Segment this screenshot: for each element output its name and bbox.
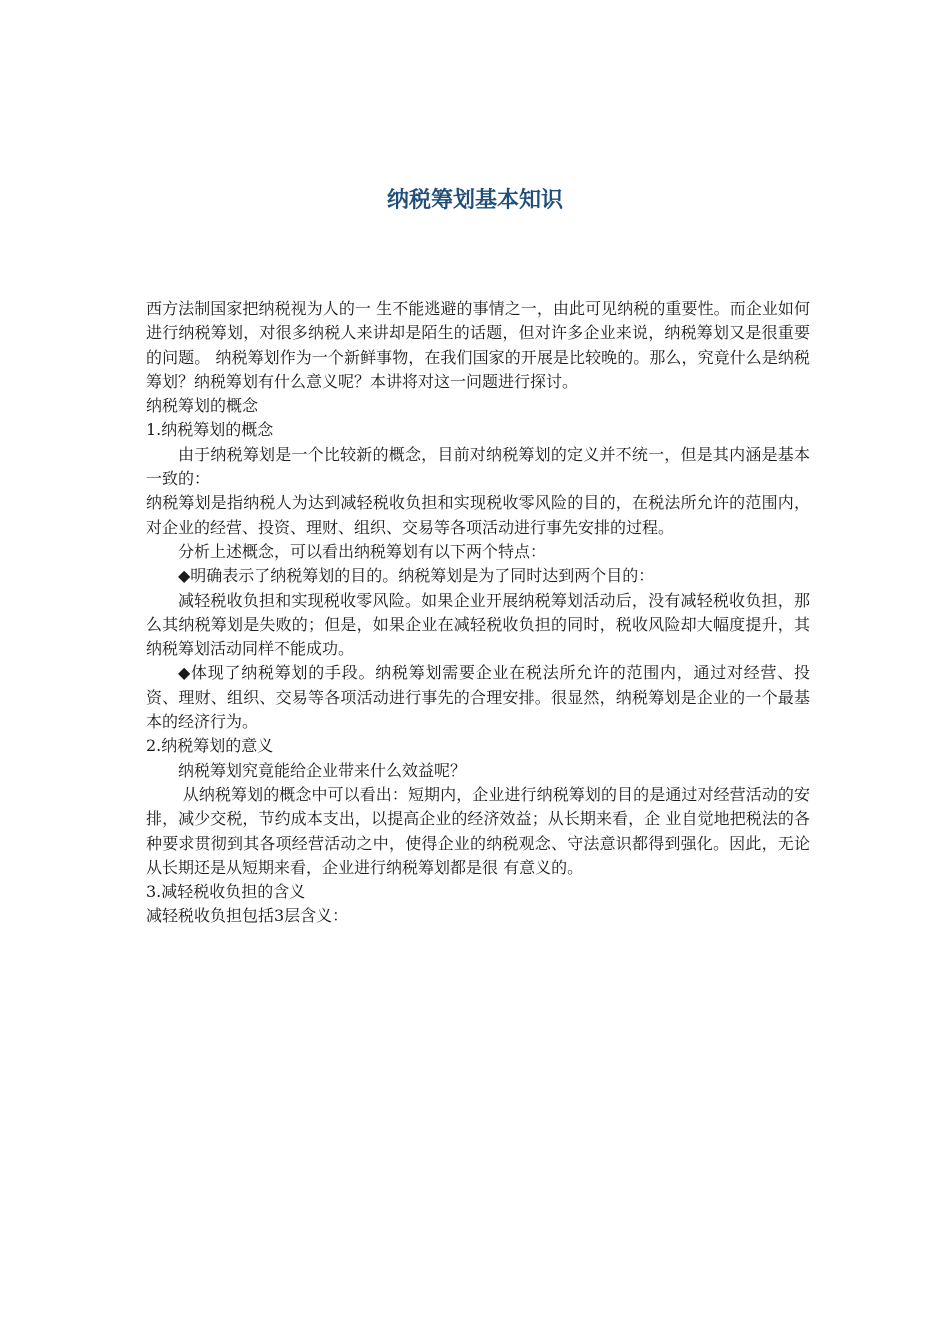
subsection-heading-1: 1.纳税筹划的概念 <box>146 420 274 440</box>
document-title: 纳税筹划基本知识 <box>386 188 563 213</box>
paragraph: 减轻税收负担和实现税收零风险。如果企业开展纳税筹划活动后，没有减轻税收负担，那么其纳税筹划是失败的；但是，如果企业在减轻税收负担的同时，税收风险却大幅度提升，其纳税筹划活动同样不能成功。 <box>146 590 810 659</box>
bullet-point-2: ◆体现了纳税筹划的手段。纳税筹划需要企业在税法所允许的范围内，通过对经营、投资、理财、组织、交易等各项活动进行事先的合理安排。很显然，纳税筹划是企业的一个最基本的经济行为。 <box>146 663 810 732</box>
bullet-point-1: ◆明确表示了纳税筹划的目的。纳税筹划是为了同时达到两个目的： <box>178 566 655 586</box>
subsection-heading-2: 2.纳税筹划的意义 <box>146 736 274 756</box>
paragraph: 从纳税筹划的概念中可以看出：短期内，企业进行纳税筹划的目的是通过对经营活动的安排，减少交税，节约成本支出，以提高企业的经济效益；从长期来看，企 业自觉地把税法的各种要求贯彻到其各项经营活动之中，使得企业的纳税观念、守法意识都得到强化。因此，无论从长期还是从短期来看，企业进行纳税筹划都是很 有意义的。 <box>146 784 810 877</box>
document-body <box>146 297 810 929</box>
paragraph: 由于纳税筹划是一个比较新的概念，目前对纳税筹划的定义并不统一，但是其内涵是基本一致的： <box>146 444 810 489</box>
paragraph: 分析上述概念，可以看出纳税筹划有以下两个特点： <box>178 541 547 561</box>
paragraph: 纳税筹划究竟能给企业带来什么效益呢？ <box>178 760 467 780</box>
subsection-heading-3: 3.减轻税收负担的含义 <box>146 882 306 902</box>
section-heading: 纳税筹划的概念 <box>146 396 259 416</box>
intro-paragraph: 西方法制国家把纳税视为人的一 生不能逃避的事情之一，由此可见纳税的重要性。而企业如何进行纳税筹划，对很多纳税人来讲却是陌生的话题，但对许多企业来说，纳税筹划又是很重要的问题。 纳税筹划作为一个新鲜事物，在我们国家的开展是比较晚的。那么，究竟什么是纳税筹划？纳税筹划有什么意义呢？本讲将对这一问题进行探讨。 <box>146 299 810 391</box>
paragraph: 减轻税收负担包括3层含义： <box>146 906 349 926</box>
definition-paragraph: 纳税筹划是指纳税人为达到减轻税收负担和实现税收零风险的目的，在税法所允许的范围内，对企业的经营、投资、理财、组织、交易等各项活动进行事先安排的过程。 <box>146 493 810 537</box>
